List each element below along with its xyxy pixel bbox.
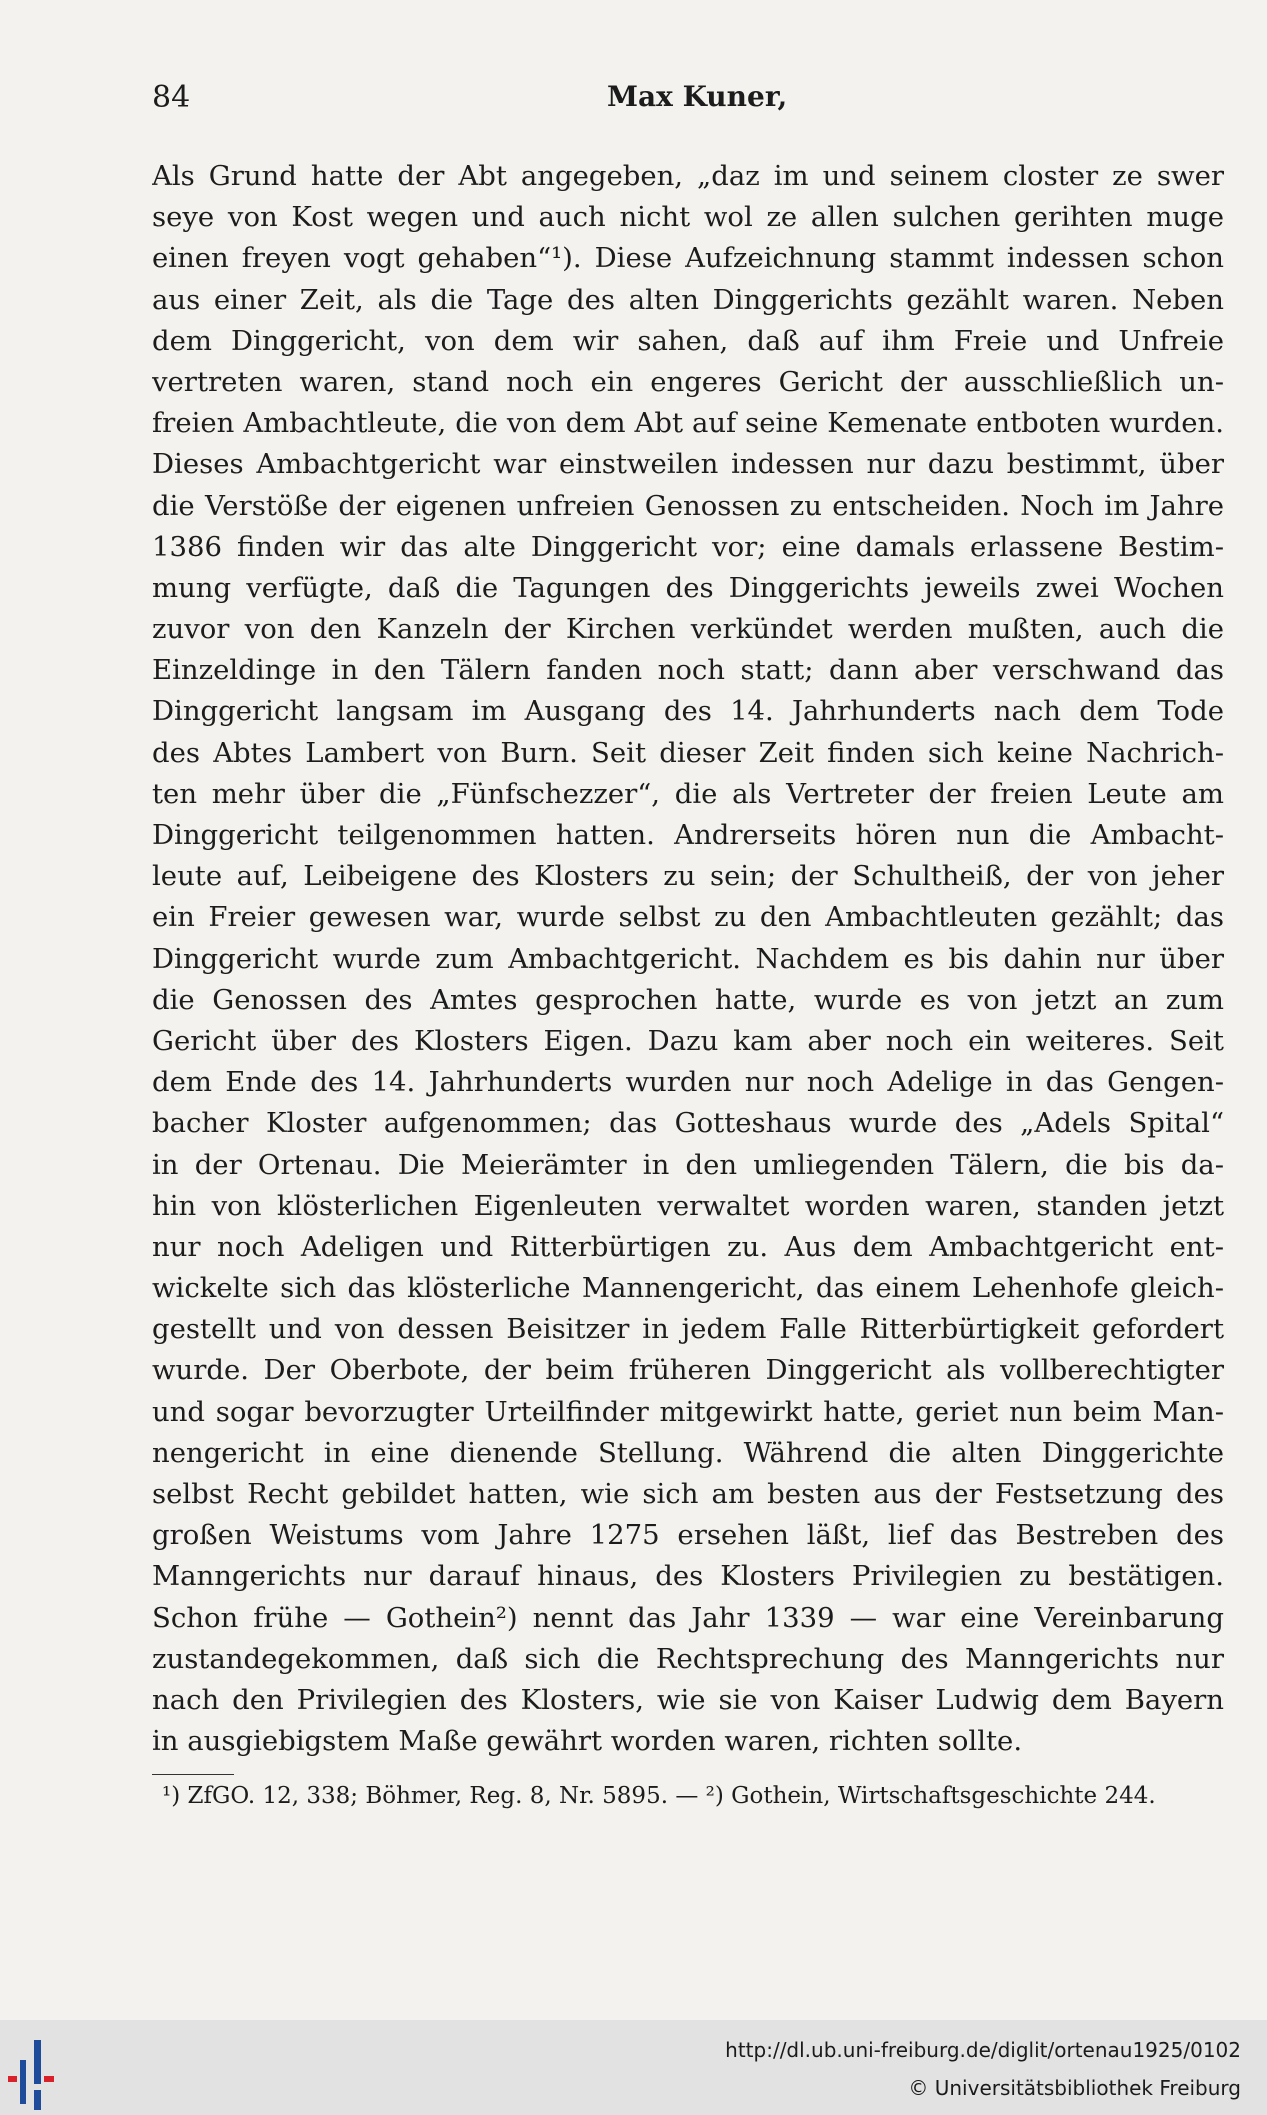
text-line: und sogar bevorzugter Urteilfinder mitgewirkt hatte, geriet nun beim Man- xyxy=(152,1395,1224,1428)
text-line: nur noch Adeligen und Ritterbürtigen zu. Aus dem Ambachtgericht ent- xyxy=(152,1230,1224,1263)
text-line: Schon frühe — Gothein²) nennt das Jahr 1339 — war eine Vereinbarung xyxy=(152,1601,1224,1634)
text-line: ten mehr über die „Fünfschezzer“, die als Vertreter der freien Leute am xyxy=(152,777,1224,810)
running-head xyxy=(152,80,1224,124)
text-line: nengericht in eine dienende Stellung. Während die alten Dinggerichte xyxy=(152,1436,1224,1469)
text-line: freien Ambachtleute, die von dem Abt auf seine Kemenate entboten wurden. xyxy=(152,407,1224,440)
footnote-text: ¹) ZfGO. 12, 338; Böhmer, Reg. 8, Nr. 5895. — ²) Gothein, Wirtschaftsgeschichte 244. xyxy=(162,1783,1156,1809)
university-library-logo-icon xyxy=(8,2040,78,2110)
footnote-rule xyxy=(152,1774,234,1775)
text-line: hin von klösterlichen Eigenleuten verwaltet worden waren, standen jetzt xyxy=(152,1189,1224,1222)
text-line: leute auf, Leibeigene des Klosters zu sein; der Schultheiß, der von jeher xyxy=(152,860,1224,893)
text-line: Manngerichts nur darauf hinaus, des Klosters Privilegien zu bestätigen. xyxy=(152,1560,1224,1593)
text-line: großen Weistums vom Jahre 1275 ersehen läßt, lief das Bestreben des xyxy=(152,1519,1224,1552)
text-line: vertreten waren, stand noch ein engeres Gericht der ausschließlich un- xyxy=(152,365,1224,398)
text-line: Dinggericht teilgenommen hatten. Andrerseits hören nun die Ambacht- xyxy=(152,819,1224,851)
text-line: Gericht über des Klosters Eigen. Dazu kam aber noch ein weiteres. Seit xyxy=(152,1024,1224,1057)
text-line: Dinggericht wurde zum Ambachtgericht. Nachdem es bis dahin nur über xyxy=(152,942,1224,975)
running-head-title: Max Kuner, xyxy=(607,80,788,113)
text-line: Dieses Ambachtgericht war einstweilen indessen nur dazu bestimmt, über xyxy=(152,448,1224,481)
text-line: des Abtes Lambert von Burn. Seit dieser Zeit finden sich keine Nachrich- xyxy=(152,736,1224,769)
copyright-notice: © Universitätsbibliothek Freiburg xyxy=(908,2076,1241,2100)
text-line: einen freyen vogt gehaben“¹). Diese Aufzeichnung stammt indessen schon xyxy=(152,242,1224,275)
text-line: selbst Recht gebildet hatten, wie sich am besten aus der Festsetzung des xyxy=(152,1478,1224,1510)
text-line: in der Ortenau. Die Meierämter in den umliegenden Tälern, die bis da- xyxy=(152,1148,1224,1181)
text-line: Einzeldinge in den Tälern fanden noch statt; dann aber verschwand das xyxy=(152,654,1224,687)
text-line: die Genossen des Amtes gesprochen hatte, wurde es von jetzt an zum xyxy=(152,983,1224,1016)
text-line: mung verfügte, daß die Tagungen des Dinggerichts jeweils zwei Wochen xyxy=(152,571,1224,604)
text-line: Dinggericht langsam im Ausgang des 14. Jahrhunderts nach dem Tode xyxy=(152,695,1224,728)
text-line: 1386 finden wir das alte Dinggericht vor; eine damals erlassene Bestim- xyxy=(152,530,1224,563)
body-text xyxy=(152,156,1224,1762)
text-line: seye von Kost wegen und auch nicht wol ze allen sulchen gerihten muge xyxy=(152,201,1224,234)
text-line: nach den Privilegien des Klosters, wie sie von Kaiser Ludwig dem Bayern xyxy=(152,1683,1224,1716)
text-line: dem Ende des 14. Jahrhunderts wurden nur noch Adelige in das Gengen- xyxy=(152,1066,1224,1099)
text-line: zustandegekommen, daß sich die Rechtsprechung des Manngerichts nur xyxy=(152,1642,1224,1675)
text-line: bacher Kloster aufgenommen; das Gotteshaus wurde des „Adels Spital“ xyxy=(152,1107,1224,1140)
text-line: die Verstöße der eigenen unfreien Genossen zu entscheiden. Noch im Jahre xyxy=(152,489,1224,522)
text-line: wickelte sich das klösterliche Mannengericht, das einem Lehenhofe gleich- xyxy=(152,1272,1224,1305)
page-number: 84 xyxy=(152,80,191,115)
text-line: Als Grund hatte der Abt angegeben, „daz im und seinem closter ze swer xyxy=(152,160,1224,192)
text-line: ein Freier gewesen war, wurde selbst zu den Ambachtleuten gezählt; das xyxy=(152,901,1224,934)
text-line: wurde. Der Oberbote, der beim früheren Dinggericht als vollberechtigter xyxy=(152,1354,1224,1387)
text-line: dem Dinggericht, von dem wir sahen, daß auf ihm Freie und Unfreie xyxy=(152,324,1224,357)
text-line: in ausgiebigstem Maße gewährt worden waren, richten sollte. xyxy=(152,1725,1023,1758)
text-line: zuvor von den Kanzeln der Kirchen verkündet werden mußten, auch die xyxy=(152,613,1224,646)
text-line: aus einer Zeit, als die Tage des alten Dinggerichts gezählt waren. Neben xyxy=(152,283,1224,316)
text-line: gestellt und von dessen Beisitzer in jedem Falle Ritterbürtigkeit gefordert xyxy=(152,1313,1224,1346)
permalink[interactable]: http://dl.ub.uni-freiburg.de/diglit/ortenau1925/0102 xyxy=(725,2038,1241,2062)
viewer-footer xyxy=(0,2020,1267,2115)
